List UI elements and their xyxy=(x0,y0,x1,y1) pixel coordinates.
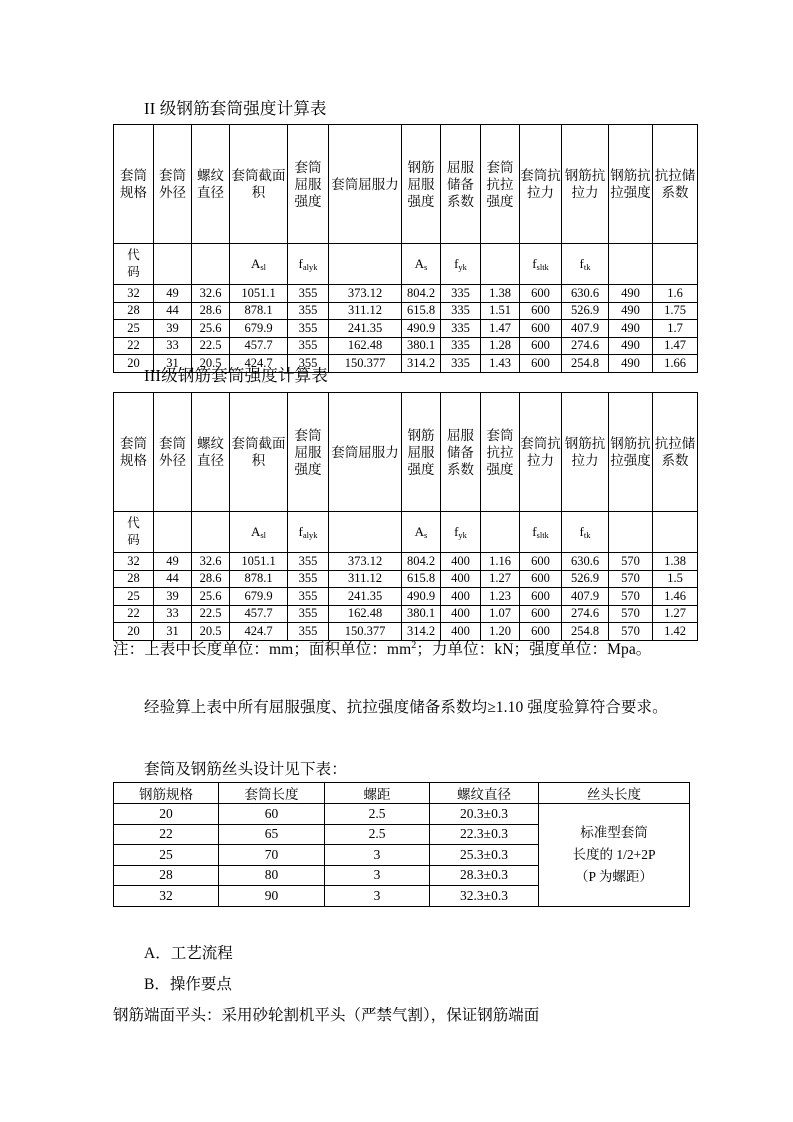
code-cell-empty-3 xyxy=(329,512,402,553)
cell: 355 xyxy=(288,337,329,355)
cell: 20 xyxy=(114,355,154,373)
code-cell-fsltk xyxy=(520,244,562,285)
cell: 600 xyxy=(520,320,562,338)
cell: 44 xyxy=(154,302,192,320)
cell: 355 xyxy=(288,570,329,588)
cell: 22 xyxy=(114,605,154,623)
units-note-part-two: ；力单位：kN；强度单位：Mpa。 xyxy=(416,641,652,659)
cell: 39 xyxy=(154,320,192,338)
header-thread-pitch: 螺距 xyxy=(325,783,430,804)
cell: 90 xyxy=(219,886,325,907)
symbol-sub: yk xyxy=(458,529,467,540)
cell: 150.377 xyxy=(329,355,402,373)
cell: 335 xyxy=(441,355,481,373)
symbol-sub: sltk xyxy=(536,261,549,272)
symbol-sub: alyk xyxy=(302,261,318,272)
cell: 600 xyxy=(520,302,562,320)
cell: 31 xyxy=(154,355,192,373)
cell: 490.9 xyxy=(402,588,441,606)
symbol-base: A xyxy=(414,255,425,271)
cell: 314.2 xyxy=(402,623,441,641)
cell: 355 xyxy=(288,302,329,320)
cell: 490 xyxy=(609,320,653,338)
code-cell-empty-3 xyxy=(329,244,402,285)
symbol-sub: alyk xyxy=(302,529,318,540)
code-cell-ftk xyxy=(562,244,609,285)
cell: 22.3±0.3 xyxy=(430,824,539,845)
cell: 570 xyxy=(609,553,653,571)
cell: 490 xyxy=(609,337,653,355)
cell: 335 xyxy=(441,337,481,355)
cell: 2.5 xyxy=(325,824,430,845)
symbol-sub: s xyxy=(424,529,428,540)
cell: 1.16 xyxy=(481,553,520,571)
header-cell-yield-reserve-factor: 屈服储备系数 xyxy=(441,125,481,244)
cell: 380.1 xyxy=(402,605,441,623)
cell: 526.9 xyxy=(562,302,609,320)
cell: 28 xyxy=(114,302,154,320)
cell: 804.2 xyxy=(402,285,441,303)
code-cell-falyk xyxy=(288,512,329,553)
code-cell-as xyxy=(402,512,441,553)
merged-note-line-3: （P 为螺距） xyxy=(575,868,653,884)
symbol-sub: tk xyxy=(583,529,591,540)
cell: 32.6 xyxy=(192,553,230,571)
code-cell-empty-2 xyxy=(192,512,230,553)
table-row xyxy=(114,605,698,623)
code-cell-empty-4 xyxy=(481,244,520,285)
table-row xyxy=(114,302,698,320)
cell: 526.9 xyxy=(562,570,609,588)
cell: 25.6 xyxy=(192,588,230,606)
cell: 400 xyxy=(441,553,481,571)
cell: 355 xyxy=(288,553,329,571)
cell: 355 xyxy=(288,355,329,373)
cell: 878.1 xyxy=(230,570,288,588)
cell: 20 xyxy=(114,804,219,825)
cell: 457.7 xyxy=(230,337,288,355)
merged-note-line-2: 长度的 1/2+2P xyxy=(572,846,656,862)
cell: 615.8 xyxy=(402,570,441,588)
cell: 600 xyxy=(520,588,562,606)
cell: 355 xyxy=(288,605,329,623)
table-code-row xyxy=(114,512,698,553)
table-row xyxy=(114,804,690,825)
cell: 630.6 xyxy=(562,285,609,303)
symbol-base: A xyxy=(250,255,261,271)
cell: 162.48 xyxy=(329,605,402,623)
cell: 679.9 xyxy=(230,320,288,338)
footer-item-operation-points: B．操作要点 xyxy=(144,976,232,993)
header-cell-tensile-reserve-factor: 抗拉储系数 xyxy=(653,125,698,244)
symbol-sub: sltk xyxy=(536,529,549,540)
cell: 22.5 xyxy=(192,337,230,355)
header-cell-rebar-tensile-strength: 钢筋抗拉强度 xyxy=(609,125,653,244)
cell: 32.3±0.3 xyxy=(430,886,539,907)
cell: 25 xyxy=(114,845,219,866)
cell: 355 xyxy=(288,623,329,641)
cell: 400 xyxy=(441,623,481,641)
symbol-base: f xyxy=(454,255,459,271)
header-cell-rebar-tensile-force: 钢筋抗拉力 xyxy=(562,125,609,244)
code-cell-ftk xyxy=(562,512,609,553)
cell: 1.27 xyxy=(653,605,698,623)
header-cell-sleeve-section-area: 套筒截面积 xyxy=(230,125,288,244)
cell: 1.5 xyxy=(653,570,698,588)
cell: 1.75 xyxy=(653,302,698,320)
cell: 355 xyxy=(288,320,329,338)
table-row xyxy=(114,337,698,355)
cell: 490 xyxy=(609,302,653,320)
cell: 615.8 xyxy=(402,302,441,320)
header-cell-rebar-tensile-strength: 钢筋抗拉强度 xyxy=(609,393,653,512)
table-row xyxy=(114,285,698,303)
cell: 49 xyxy=(154,553,192,571)
cell: 335 xyxy=(441,285,481,303)
cell: 1.6 xyxy=(653,285,698,303)
design-table-header-row xyxy=(114,783,690,804)
cell: 241.35 xyxy=(329,588,402,606)
header-cell-sleeve-tensile-strength: 套筒抗拉强度 xyxy=(481,125,520,244)
cell: 28.6 xyxy=(192,302,230,320)
header-cell-sleeve-yield-force: 套筒屈服力 xyxy=(329,393,402,512)
code-cell-empty-6 xyxy=(653,512,698,553)
cell: 1.51 xyxy=(481,302,520,320)
cell: 31 xyxy=(154,623,192,641)
symbol-base: A xyxy=(250,523,261,539)
cell: 39 xyxy=(154,588,192,606)
cell: 1.66 xyxy=(653,355,698,373)
cell: 20.5 xyxy=(192,623,230,641)
symbol-base: f xyxy=(579,523,584,539)
cell: 20.5 xyxy=(192,355,230,373)
table-header-row xyxy=(114,393,698,512)
header-thread-head-length: 丝头长度 xyxy=(539,783,690,804)
cell: 65 xyxy=(219,824,325,845)
header-cell-rebar-yield-strength: 钢筋屈服强度 xyxy=(402,393,441,512)
cell: 254.8 xyxy=(562,623,609,641)
cell: 424.7 xyxy=(230,623,288,641)
symbol-base: f xyxy=(532,255,537,271)
header-cell-thread-diameter: 螺纹直径 xyxy=(192,125,230,244)
cell: 311.12 xyxy=(329,302,402,320)
units-note-paragraph xyxy=(113,630,688,665)
cell: 44 xyxy=(154,570,192,588)
header-cell-sleeve-yield-strength: 套筒屈服强度 xyxy=(288,125,329,244)
cell: 570 xyxy=(609,605,653,623)
symbol-sub: s xyxy=(424,261,428,272)
cell: 570 xyxy=(609,570,653,588)
code-cell-fsltk xyxy=(520,512,562,553)
cell: 1.42 xyxy=(653,623,698,641)
cell: 22 xyxy=(114,824,219,845)
cell: 380.1 xyxy=(402,337,441,355)
table-row xyxy=(114,553,698,571)
cell: 2.5 xyxy=(325,804,430,825)
cell: 400 xyxy=(441,570,481,588)
cell: 32.6 xyxy=(192,285,230,303)
cell: 1.46 xyxy=(653,588,698,606)
code-cell-empty-5 xyxy=(609,244,653,285)
code-label-cell: 代码 xyxy=(114,244,154,285)
cell: 70 xyxy=(219,845,325,866)
cell: 25.6 xyxy=(192,320,230,338)
cell: 600 xyxy=(520,570,562,588)
cell: 400 xyxy=(441,605,481,623)
cell: 28 xyxy=(114,865,219,886)
cell: 28.3±0.3 xyxy=(430,865,539,886)
header-cell-sleeve-tensile-force: 套筒抗拉力 xyxy=(520,125,562,244)
symbol-base: f xyxy=(298,523,303,539)
section-one-title: II 级钢筋套筒强度计算表 xyxy=(144,99,327,118)
cell: 1051.1 xyxy=(230,285,288,303)
merged-thread-head-length-note xyxy=(539,804,690,907)
units-note-superscript: 2 xyxy=(411,640,417,651)
header-cell-sleeve-tensile-strength: 套筒抗拉强度 xyxy=(481,393,520,512)
header-cell-rebar-tensile-force: 钢筋抗拉力 xyxy=(562,393,609,512)
cell: 407.9 xyxy=(562,588,609,606)
cell: 1.28 xyxy=(481,337,520,355)
header-cell-sleeve-spec: 套筒规格 xyxy=(114,393,154,512)
header-cell-sleeve-section-area: 套筒截面积 xyxy=(230,393,288,512)
header-sleeve-length: 套筒长度 xyxy=(219,783,325,804)
symbol-base: f xyxy=(532,523,537,539)
cell: 33 xyxy=(154,337,192,355)
cell: 1.20 xyxy=(481,623,520,641)
cell: 1.38 xyxy=(481,285,520,303)
cell: 241.35 xyxy=(329,320,402,338)
cell: 311.12 xyxy=(329,570,402,588)
cell: 25.3±0.3 xyxy=(430,845,539,866)
cell: 1.23 xyxy=(481,588,520,606)
cell: 1.47 xyxy=(481,320,520,338)
cell: 1.07 xyxy=(481,605,520,623)
cell: 32 xyxy=(114,553,154,571)
cell: 60 xyxy=(219,804,325,825)
cell: 1051.1 xyxy=(230,553,288,571)
cell: 28 xyxy=(114,570,154,588)
cell: 80 xyxy=(219,865,325,886)
cell: 373.12 xyxy=(329,285,402,303)
merged-note-line-1: 标准型套筒 xyxy=(580,824,648,840)
cell: 254.8 xyxy=(562,355,609,373)
grade-three-strength-table xyxy=(113,392,698,641)
table-row xyxy=(114,570,698,588)
cell: 162.48 xyxy=(329,337,402,355)
cell: 20 xyxy=(114,623,154,641)
cell: 400 xyxy=(441,588,481,606)
code-cell-falyk xyxy=(288,244,329,285)
table-header-row xyxy=(114,125,698,244)
cell: 490 xyxy=(609,355,653,373)
cell: 600 xyxy=(520,285,562,303)
cell: 1.27 xyxy=(481,570,520,588)
cell: 32 xyxy=(114,285,154,303)
cell: 274.6 xyxy=(562,605,609,623)
cell: 490 xyxy=(609,285,653,303)
header-cell-sleeve-yield-strength: 套筒屈服强度 xyxy=(288,393,329,512)
cell: 335 xyxy=(441,320,481,338)
code-label-cell: 代码 xyxy=(114,512,154,553)
footer-paragraph-rebar-end-facing: 钢筋端面平头：采用砂轮割机平头（严禁气割），保证钢筋端面 xyxy=(113,1007,540,1024)
symbol-sub: yk xyxy=(458,261,467,272)
symbol-sub: sl xyxy=(260,261,267,272)
cell: 1.43 xyxy=(481,355,520,373)
cell: 679.9 xyxy=(230,588,288,606)
cell: 1.7 xyxy=(653,320,698,338)
cell: 150.377 xyxy=(329,623,402,641)
symbol-base: f xyxy=(454,523,459,539)
header-cell-sleeve-tensile-force: 套筒抗拉力 xyxy=(520,393,562,512)
table-row xyxy=(114,320,698,338)
cell: 490.9 xyxy=(402,320,441,338)
cell: 570 xyxy=(609,588,653,606)
code-cell-empty-1 xyxy=(154,244,192,285)
verification-paragraph: 经验算上表中所有屈服强度、抗拉强度储备系数均≥1.10 强度验算符合要求。 xyxy=(144,699,668,716)
cell: 355 xyxy=(288,285,329,303)
code-cell-fyk xyxy=(441,244,481,285)
units-note-part-one: 注：上表中长度单位：mm；面积单位：mm xyxy=(113,641,412,659)
table-code-row xyxy=(114,244,698,285)
cell: 600 xyxy=(520,623,562,641)
header-cell-sleeve-spec: 套筒规格 xyxy=(114,125,154,244)
code-cell-empty-2 xyxy=(192,244,230,285)
table-row xyxy=(114,588,698,606)
cell: 22 xyxy=(114,337,154,355)
cell: 600 xyxy=(520,337,562,355)
code-cell-empty-5 xyxy=(609,512,653,553)
cell: 25 xyxy=(114,320,154,338)
cell: 600 xyxy=(520,355,562,373)
cell: 22.5 xyxy=(192,605,230,623)
cell: 335 xyxy=(441,302,481,320)
cell: 274.6 xyxy=(562,337,609,355)
header-cell-sleeve-yield-force: 套筒屈服力 xyxy=(329,125,402,244)
cell: 630.6 xyxy=(562,553,609,571)
cell: 20.3±0.3 xyxy=(430,804,539,825)
cell: 878.1 xyxy=(230,302,288,320)
code-cell-fyk xyxy=(441,512,481,553)
footer-item-process-flow: A．工艺流程 xyxy=(144,945,233,962)
code-cell-empty-6 xyxy=(653,244,698,285)
header-cell-sleeve-outer-diameter: 套筒外径 xyxy=(154,125,192,244)
header-thread-diameter: 螺纹直径 xyxy=(430,783,539,804)
design-table-lead-in: 套筒及钢筋丝头设计见下表： xyxy=(144,761,347,778)
header-cell-tensile-reserve-factor: 抗拉储系数 xyxy=(653,393,698,512)
cell: 373.12 xyxy=(329,553,402,571)
symbol-base: f xyxy=(298,255,303,271)
cell: 33 xyxy=(154,605,192,623)
cell: 32 xyxy=(114,886,219,907)
symbol-base: A xyxy=(414,523,425,539)
cell: 3 xyxy=(325,886,430,907)
symbol-sub: sl xyxy=(260,529,267,540)
symbol-sub: tk xyxy=(583,261,591,272)
cell: 600 xyxy=(520,553,562,571)
sleeve-thread-design-table xyxy=(113,782,690,907)
header-cell-rebar-yield-strength: 钢筋屈服强度 xyxy=(402,125,441,244)
header-cell-yield-reserve-factor: 屈服储备系数 xyxy=(441,393,481,512)
cell: 1.47 xyxy=(653,337,698,355)
header-rebar-spec: 钢筋规格 xyxy=(114,783,219,804)
cell: 600 xyxy=(520,605,562,623)
cell: 424.7 xyxy=(230,355,288,373)
cell: 3 xyxy=(325,845,430,866)
symbol-base: f xyxy=(579,255,584,271)
code-cell-empty-4 xyxy=(481,512,520,553)
code-cell-as xyxy=(402,244,441,285)
header-cell-sleeve-outer-diameter: 套筒外径 xyxy=(154,393,192,512)
cell: 25 xyxy=(114,588,154,606)
cell: 1.38 xyxy=(653,553,698,571)
cell: 804.2 xyxy=(402,553,441,571)
header-cell-thread-diameter: 螺纹直径 xyxy=(192,393,230,512)
section-two-title: III级钢筋套筒强度计算表 xyxy=(144,366,329,385)
cell: 457.7 xyxy=(230,605,288,623)
cell: 570 xyxy=(609,623,653,641)
code-cell-empty-1 xyxy=(154,512,192,553)
code-cell-asl xyxy=(230,512,288,553)
cell: 28.6 xyxy=(192,570,230,588)
cell: 407.9 xyxy=(562,320,609,338)
cell: 314.2 xyxy=(402,355,441,373)
grade-two-strength-table xyxy=(113,124,698,373)
cell: 355 xyxy=(288,588,329,606)
code-cell-asl xyxy=(230,244,288,285)
cell: 49 xyxy=(154,285,192,303)
cell: 3 xyxy=(325,865,430,886)
